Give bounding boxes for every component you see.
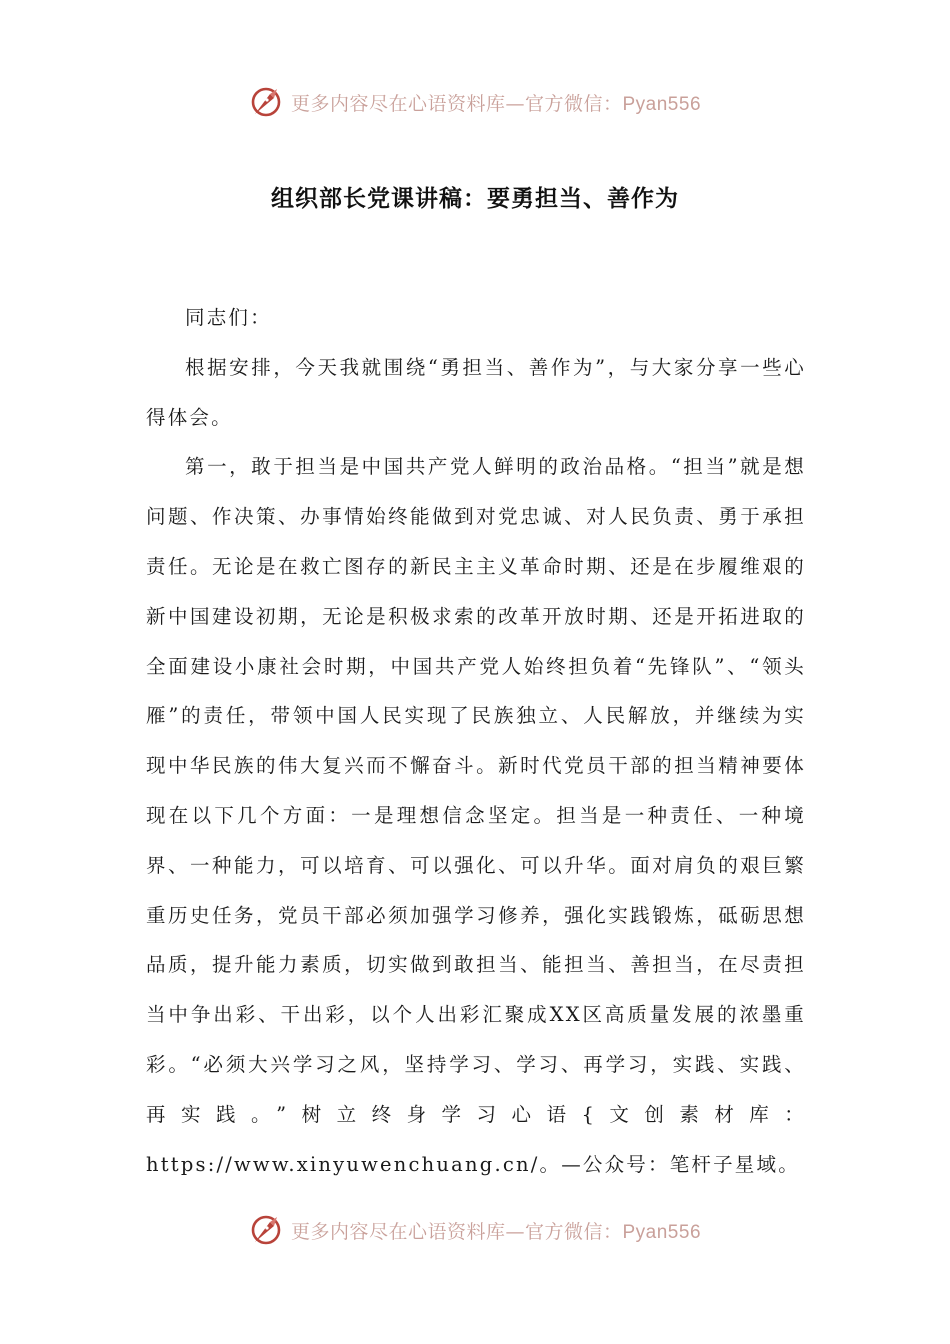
document-body bbox=[146, 293, 806, 1189]
watermark-banner-top bbox=[0, 82, 950, 122]
paragraph-intro: 根据安排，今天我就围绕“勇担当、善作为”，与大家分享一些心得体会。 bbox=[146, 355, 806, 429]
pen-nib-circle-icon bbox=[249, 1213, 283, 1247]
watermark-text: 更多内容尽在心语资料库—官方微信：Pyan556 bbox=[290, 92, 702, 115]
watermark-banner-bottom bbox=[0, 1210, 950, 1250]
wechat-id: Pyan556 bbox=[622, 1221, 702, 1243]
watermark-text: 更多内容尽在心语资料库—官方微信：Pyan556 bbox=[290, 1220, 702, 1243]
document-title: 组织部长党课讲稿：要勇担当、善作为 bbox=[271, 185, 679, 212]
paragraph-salutation: 同志们： bbox=[185, 306, 272, 329]
wechat-id: Pyan556 bbox=[622, 93, 702, 115]
pen-nib-circle-icon bbox=[249, 85, 283, 119]
paragraph-first-point: 第一，敢于担当是中国共产党人鲜明的政治品格。“担当”就是想问题、作决策、办事情始终能做到对党忠诚、对人民负责、勇于承担责任。无论是在救亡图存的新民主主义革命时期、还是在步履维艰的新中国建设初期，无论是积极求索的改革开放时期、还是开拓进取的全面建设小康社会时期，中国共产党人始终担负着“先锋队”、“领头雁”的责任，带领中国人民实现了民族独立、人民解放，并继续为实现中华民族的伟大复兴而不懈奋斗。新时代党员干部的担当精神要体现在以下几个方面：一是理想信念坚定。担当是一种责任、一种境界、一种能力，可以培育、可以强化、可以升华。面对肩负的艰巨繁重历史任务，党员干部必须加强学习修养，强化实践锻炼，砥砺思想品质，提升能力素质，切实做到敢担当、能担当、善担当，在尽责担当中争出彩、干出彩，以个人出彩汇聚成XX区高质量发展的浓墨重彩。“必须大兴学习之风，坚持学习、学习、再学习，实践、实践、再实践。”树立终身学习心语{文创素材库：https://www.xinyuwenchuang.cn/。—公众号：笔杆子星域。 bbox=[146, 455, 806, 1176]
